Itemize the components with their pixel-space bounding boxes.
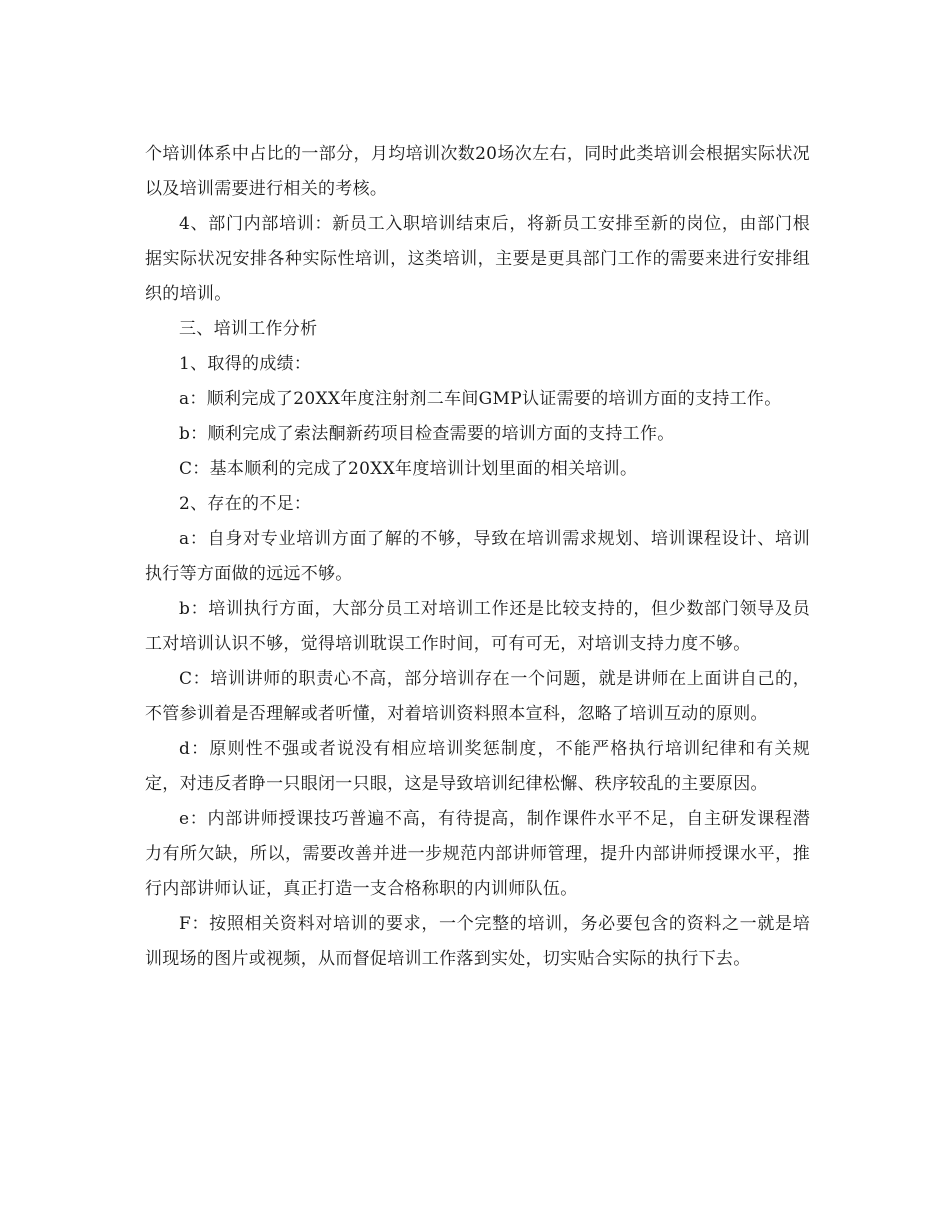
- paragraph-continuation: 个培训体系中占比的一部分，月均培训次数20场次左右，同时此类培训会根据实际状况以及培训需要进行相关的考核。: [145, 144, 810, 199]
- shortcoming-item-b: b：培训执行方面，大部分员工对培训工作还是比较支持的，但少数部门领导及员工对培训认识不够，觉得培训耽误工作时间，可有可无，对培训支持力度不够。: [145, 599, 810, 654]
- shortcoming-item-c: C：培训讲师的职责心不高，部分培训存在一个问题，就是讲师在上面讲自己的，不管参训着是否理解或者听懂，对着培训资料照本宣科，忽略了培训互动的原则。: [145, 669, 810, 724]
- achievement-item-b: b：顺利完成了索法酮新药项目检查需要的培训方面的支持工作。: [179, 424, 675, 444]
- document-body: [145, 137, 810, 977]
- shortcoming-item-d: d：原则性不强或者说没有相应培训奖惩制度，不能严格执行培训纪律和有关规定，对违反者睁一只眼闭一只眼，这是导致培训纪律松懈、秩序较乱的主要原因。: [145, 739, 810, 794]
- paragraph-department-training: 4、部门内部培训：新员工入职培训结束后，将新员工安排至新的岗位，由部门根据实际状况安排各种实际性培训，这类培训，主要是更具部门工作的需要来进行安排组织的培训。: [145, 214, 810, 304]
- section-heading-training-analysis: 三、培训工作分析: [179, 319, 318, 339]
- achievement-item-a: a：顺利完成了20XX年度注射剂二车间GMP认证需要的培训方面的支持工作。: [179, 389, 782, 409]
- achievement-item-c: C：基本顺利的完成了20XX年度培训计划里面的相关培训。: [179, 459, 638, 479]
- subheading-shortcomings: 2、存在的不足：: [179, 494, 312, 514]
- shortcoming-item-a: a：自身对专业培训方面了解的不够，导致在培训需求规划、培训课程设计、培训执行等方面做的远远不够。: [145, 529, 810, 584]
- shortcoming-item-f: F：按照相关资料对培训的要求，一个完整的培训，务必要包含的资料之一就是培训现场的图片或视频，从而督促培训工作落到实处，切实贴合实际的执行下去。: [145, 914, 810, 969]
- subheading-achievements: 1、取得的成绩：: [179, 354, 312, 374]
- shortcoming-item-e: e：内部讲师授课技巧普遍不高，有待提高，制作课件水平不足，自主研发课程潜力有所欠缺，所以，需要改善并进一步规范内部讲师管理，提升内部讲师授课水平，推行内部讲师认证，真正打造一支合格称职的内训师队伍。: [145, 809, 810, 899]
